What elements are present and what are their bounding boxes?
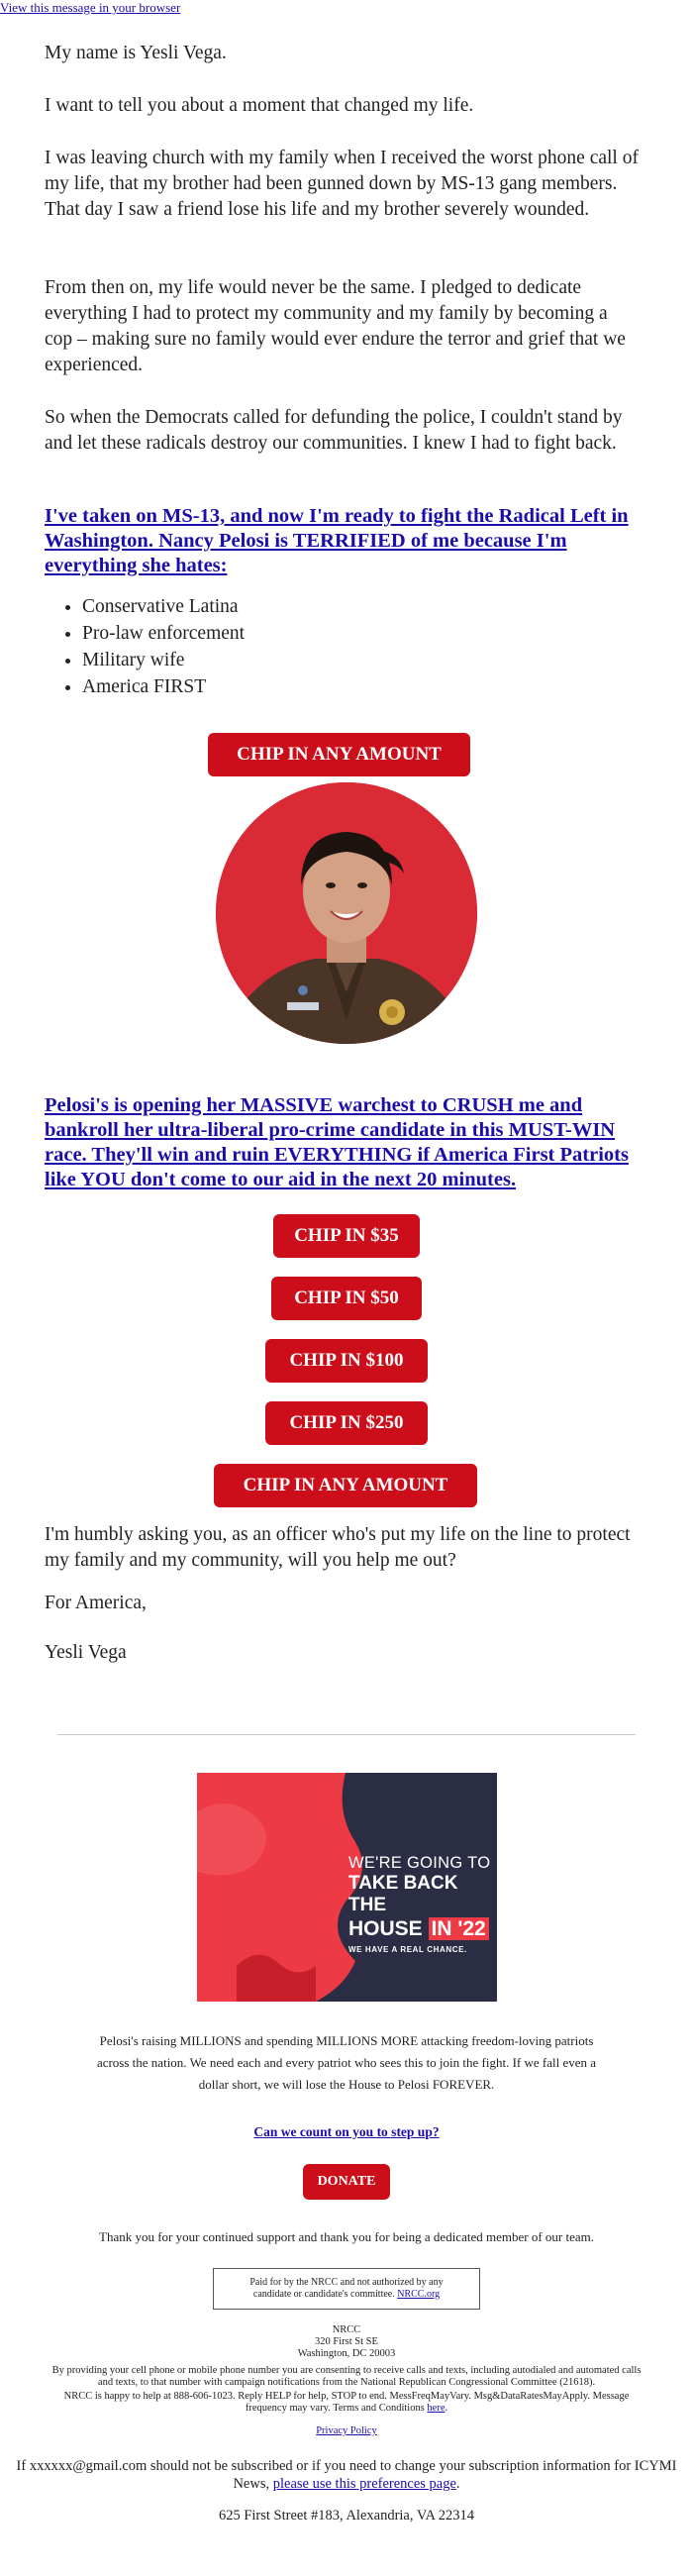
paid-for-disclaimer xyxy=(213,2268,480,2310)
chip-in-50-button[interactable]: CHIP IN $50 xyxy=(271,1277,422,1320)
banner-house: HOUSE xyxy=(348,1917,423,1940)
list-item: • America FIRST xyxy=(82,673,245,700)
org-name: NRCC xyxy=(332,2324,361,2335)
qualities-list xyxy=(45,593,245,700)
privacy-policy-link[interactable]: Privacy Policy xyxy=(316,2425,377,2436)
officer-portrait-illustration xyxy=(216,782,477,1044)
step-up-link[interactable]: Can we count on you to step up? xyxy=(253,2124,440,2139)
headline-ms13[interactable]: I've taken on MS-13, and now I'm ready to fight the Radical Left in Washington. Nancy Pelosi is TERRIFIED of me because I'm everything she hates: xyxy=(45,505,629,576)
terms-link[interactable]: here xyxy=(427,2403,446,2414)
list-item: • Conservative Latina xyxy=(82,593,245,620)
org-address xyxy=(0,2324,693,2360)
paid-for-line2: candidate or candidate's committee. NRCC.org xyxy=(252,2289,441,2300)
closing-salutation: For America, xyxy=(45,1593,147,1613)
view-in-browser-link[interactable]: View this message in your browser xyxy=(0,0,181,15)
intro-fight-back: So when the Democrats called for defunding the police, I couldn't stand by and let these radicals destroy our communities. I knew I had to fight back. xyxy=(45,407,623,454)
privacy-row xyxy=(0,2425,693,2437)
chip-in-any-amount-button[interactable]: CHIP IN ANY AMOUNT xyxy=(208,733,470,776)
intro-pledge: From then on, my life would never be the same. I pledged to dedicate everything I had to protect my community and my family by becoming a cop – making sure no family would ever endure the terror and grief that we experienced. xyxy=(45,277,626,375)
banner-line1: WE'RE GOING TO xyxy=(348,1854,491,1872)
banner-text xyxy=(348,1854,495,1956)
divider xyxy=(57,1734,636,1735)
take-back-house-banner[interactable] xyxy=(197,1773,497,2002)
paid-for-line1: Paid for by the NRCC and not authorized by any xyxy=(249,2277,444,2288)
consent-text: By providing your cell phone or mobile phone number you are consenting to receive calls and texts, including autodialed and automated calls and texts, to that number with campaign notifications from the National Republican Congressional Committee (21618). xyxy=(51,2365,642,2388)
headline-warchest[interactable]: Pelosi's is opening her MASSIVE warchest to CRUSH me and bankroll her ultra-liberal pro-crime candidate in this MUST-WIN race. They'll win and ruin EVERYTHING if America First Patriots like YOU don't come to our aid in the next 20 minutes. xyxy=(45,1094,629,1190)
intro-story: I was leaving church with my family when I received the worst phone call of my life, that my brother had been gunned down by MS-13 gang members. That day I saw a friend lose his life and my brother severely wounded. xyxy=(45,148,639,220)
intro-name: My name is Yesli Vega. xyxy=(45,43,227,63)
list-item: • Military wife xyxy=(82,647,245,673)
org-street: 320 First St SE xyxy=(315,2336,378,2347)
preferences-link[interactable]: please use this preferences page xyxy=(272,2476,456,2492)
nrcc-link[interactable]: NRCC.org xyxy=(397,2289,441,2300)
org-city: Washington, DC 20003 xyxy=(297,2348,396,2359)
banner-line3 xyxy=(348,1916,495,1942)
help-text: NRCC is happy to help at 888-606-1023. Reply HELP for help, STOP to end. MessFreqMayVary. Msg&DataRatesMayApply. Message frequency may vary. Terms and Conditions here. xyxy=(63,2391,630,2414)
candidate-photo xyxy=(216,782,477,1044)
mailing-address: 625 First Street #183, Alexandria, VA 22314 xyxy=(218,2508,475,2524)
chip-in-100-button[interactable]: CHIP IN $100 xyxy=(265,1339,428,1383)
chip-in-any-amount-button-2[interactable]: CHIP IN ANY AMOUNT xyxy=(214,1464,477,1507)
footer-cta xyxy=(0,2123,693,2141)
footer-paragraph: Pelosi's raising MILLIONS and spending MILLIONS MORE attacking freedom-loving patriots across the nation. We need each and every patriot who sees this to join the fight. If we fall even a dollar short, we will lose the House to Pelosi FOREVER. xyxy=(96,2033,597,2092)
chip-in-35-button[interactable]: CHIP IN $35 xyxy=(273,1214,420,1258)
footer-thanks: Thank you for your continued support and thank you for being a dedicated member of our team. xyxy=(99,2229,594,2244)
chip-in-250-button[interactable]: CHIP IN $250 xyxy=(265,1401,428,1445)
banner-line2: TAKE BACK THE xyxy=(348,1873,458,1915)
donate-button[interactable]: DONATE xyxy=(303,2164,390,2200)
list-item: • Pro-law enforcement xyxy=(82,620,245,647)
banner-year: IN '22 xyxy=(429,1917,489,1940)
unsubscribe-text: If xxxxxx@gmail.com should not be subscribed or if you need to change your subscription information for ICYMI News, please use this preferences page. xyxy=(16,2458,677,2492)
closing-ask: I'm humbly asking you, as an officer who's put my life on the line to protect my family and my community, will you help me out? xyxy=(45,1524,631,1571)
closing-signature: Yesli Vega xyxy=(45,1642,127,1663)
banner-line4: WE HAVE A REAL CHANCE. xyxy=(348,1945,467,1954)
intro-moment: I want to tell you about a moment that changed my life. xyxy=(45,95,474,116)
